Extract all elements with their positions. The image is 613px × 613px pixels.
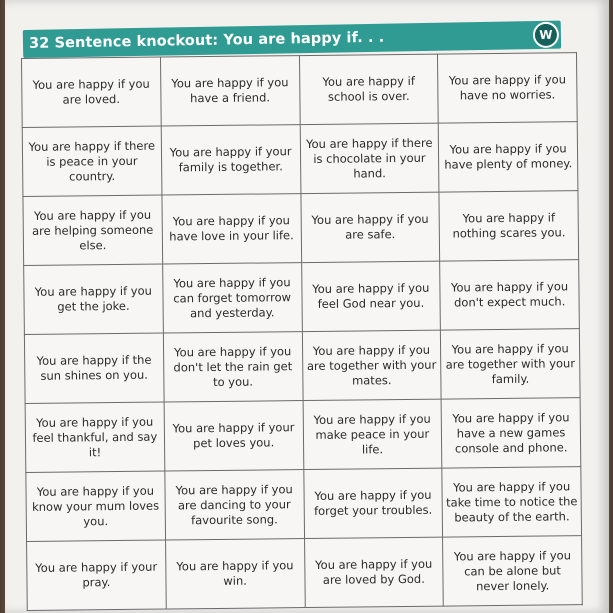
statement-card: You are happy if you have no worries.	[438, 53, 577, 123]
grid-row	[25, 398, 581, 473]
section-badge: W	[535, 24, 557, 46]
statement-card: You are happy if your pray.	[27, 540, 166, 610]
grid-row	[22, 122, 578, 197]
statement-card: You are happy if you get the joke.	[24, 264, 163, 334]
statement-card: You are happy if you feel God near you.	[301, 261, 440, 331]
statement-card: You are happy if there is chocolate in your hand.	[300, 123, 439, 193]
page-title: 32 Sentence knockout: You are happy if. . .	[28, 29, 385, 52]
statement-card: You are happy if nothing scares you.	[439, 191, 578, 261]
statement-card: You are happy if you take time to notice the beauty of the earth.	[442, 467, 581, 537]
statement-card: You are happy if you feel thankful, and say it!	[25, 402, 164, 472]
grid-row	[23, 191, 579, 266]
grid-row	[26, 467, 582, 542]
statement-card: You are happy if school is over.	[299, 54, 438, 124]
grid-row	[27, 536, 583, 611]
statement-table	[21, 52, 583, 611]
statement-grid	[21, 52, 583, 610]
statement-card: You are happy if you have love in your life.	[162, 194, 301, 264]
statement-card: You are happy if you don't expect much.	[440, 260, 579, 330]
statement-card: You are happy if you make peace in your life.	[303, 399, 442, 469]
statement-card: You are happy if you are loved.	[22, 57, 161, 127]
statement-card: You are happy if you are loved by God.	[304, 537, 443, 607]
grid-row	[22, 53, 578, 128]
statement-card: You are happy if you know your mum loves you.	[26, 471, 165, 541]
grid-row	[24, 329, 580, 404]
statement-card: You are happy if the sun shines on you.	[24, 333, 163, 403]
statement-card: You are happy if you are together with your family.	[441, 329, 580, 399]
statement-card: You are happy if you don't let the rain get to you.	[163, 332, 302, 402]
statement-card: You are happy if you forget your troubles.	[303, 468, 442, 538]
statement-card: You are happy if there is peace in your country.	[22, 126, 161, 196]
statement-card: You are happy if you have a new games console and phone.	[441, 398, 580, 468]
statement-card: You are happy if you can be alone but never lonely.	[443, 536, 582, 606]
statement-card: You are happy if your family is together.	[161, 125, 300, 195]
statement-card: You are happy if you can forget tomorrow and yesterday.	[162, 263, 301, 333]
statement-card: You are happy if you are helping someone else.	[23, 195, 162, 265]
statement-card: You are happy if you have plenty of money.	[438, 122, 577, 192]
grid-row	[24, 260, 580, 335]
statement-card: You are happy if you win.	[165, 539, 304, 609]
worksheet-page	[5, 0, 609, 613]
statement-card: You are happy if you are safe.	[300, 192, 439, 262]
statement-card: You are happy if you are together with your mates.	[302, 330, 441, 400]
statement-card: You are happy if your pet loves you.	[164, 401, 303, 471]
statement-card: You are happy if you have a friend.	[160, 56, 299, 126]
statement-card: You are happy if you are dancing to your favourite song.	[165, 470, 304, 540]
